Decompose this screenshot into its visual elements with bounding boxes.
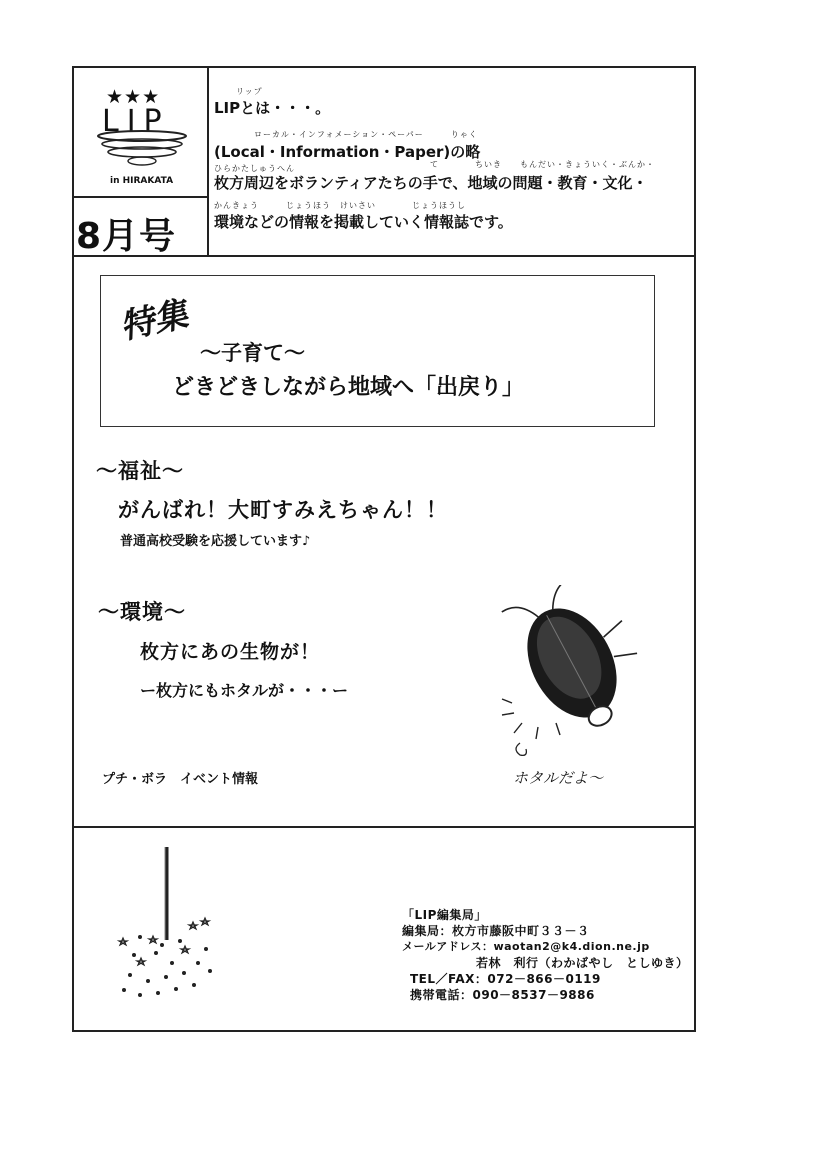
issue-label: 8月号 bbox=[76, 216, 177, 257]
logo-divider bbox=[72, 196, 207, 198]
header-vertical-divider bbox=[207, 66, 209, 255]
ruby-lip: リップ bbox=[236, 87, 263, 96]
feature-subtitle: ～子育て～ bbox=[200, 341, 305, 365]
contact-telfax: TEL／FAX：072－866－0119 bbox=[410, 972, 601, 986]
intro-line-3: 枚方周辺をボランティアたちの手で、地域の問題・教育・文化・ bbox=[214, 174, 648, 192]
contact-address: 編集局：枚方市藤阪中町３３－３ bbox=[402, 924, 590, 938]
sparkler-icon bbox=[110, 845, 225, 1005]
contact-mobile: 携帯電話：090－8537－9886 bbox=[410, 988, 595, 1002]
environment-headline: 枚方にあの生物が！ bbox=[140, 641, 321, 663]
feature-tag: 特集 bbox=[116, 294, 192, 348]
welfare-heading: ～福祉～ bbox=[96, 459, 184, 483]
ruby-line-3a: ひらかたしゅうへん bbox=[214, 164, 295, 173]
welfare-caption: 普通高校受験を応援しています♪ bbox=[120, 534, 311, 549]
feature-title: どきどきしながら地域へ「出戻り」 bbox=[172, 375, 525, 400]
events-label: プチ・ボラ イベント情報 bbox=[102, 772, 259, 787]
logo-wordmark: LIP bbox=[102, 104, 170, 139]
firefly-caption: ホタルだよ～ bbox=[513, 769, 604, 787]
logo-stars: ★★★ bbox=[106, 86, 161, 108]
environment-sub: ー枚方にもホタルが・・・ー bbox=[140, 681, 349, 700]
logo-disc-icon bbox=[94, 128, 190, 170]
welfare-headline: がんばれ！大町すみえちゃん！！ bbox=[118, 498, 448, 522]
environment-heading: ～環境～ bbox=[98, 600, 186, 624]
logo-subtitle: in HIRAKATA bbox=[110, 176, 174, 186]
firefly-illustration bbox=[490, 585, 650, 765]
contact-name: 「LIP編集局」 bbox=[402, 908, 487, 922]
ruby-line-3b: て ちいき もんだい・きょういく・ぶんか・ bbox=[430, 160, 655, 169]
contact-email: メールアドレス：waotan2@k4.dion.ne.jp bbox=[402, 940, 650, 953]
contact-person: 若林 利行（わかばやし としゆき） bbox=[476, 956, 689, 970]
ruby-line-4: かんきょう じょうほう けいさい じょうほうし bbox=[214, 201, 466, 210]
intro-line-4: 環境などの情報を掲載していく情報誌です。 bbox=[214, 213, 513, 231]
intro-line-1: LIPとは・・・。 bbox=[214, 99, 331, 117]
footer-divider bbox=[72, 826, 696, 828]
intro-line-2: (Local・Information・Paper)の略 bbox=[214, 143, 481, 161]
ruby-line-2: ローカル・インフォメーション・ペーパー りゃく bbox=[254, 130, 478, 139]
lip-logo bbox=[80, 86, 200, 192]
